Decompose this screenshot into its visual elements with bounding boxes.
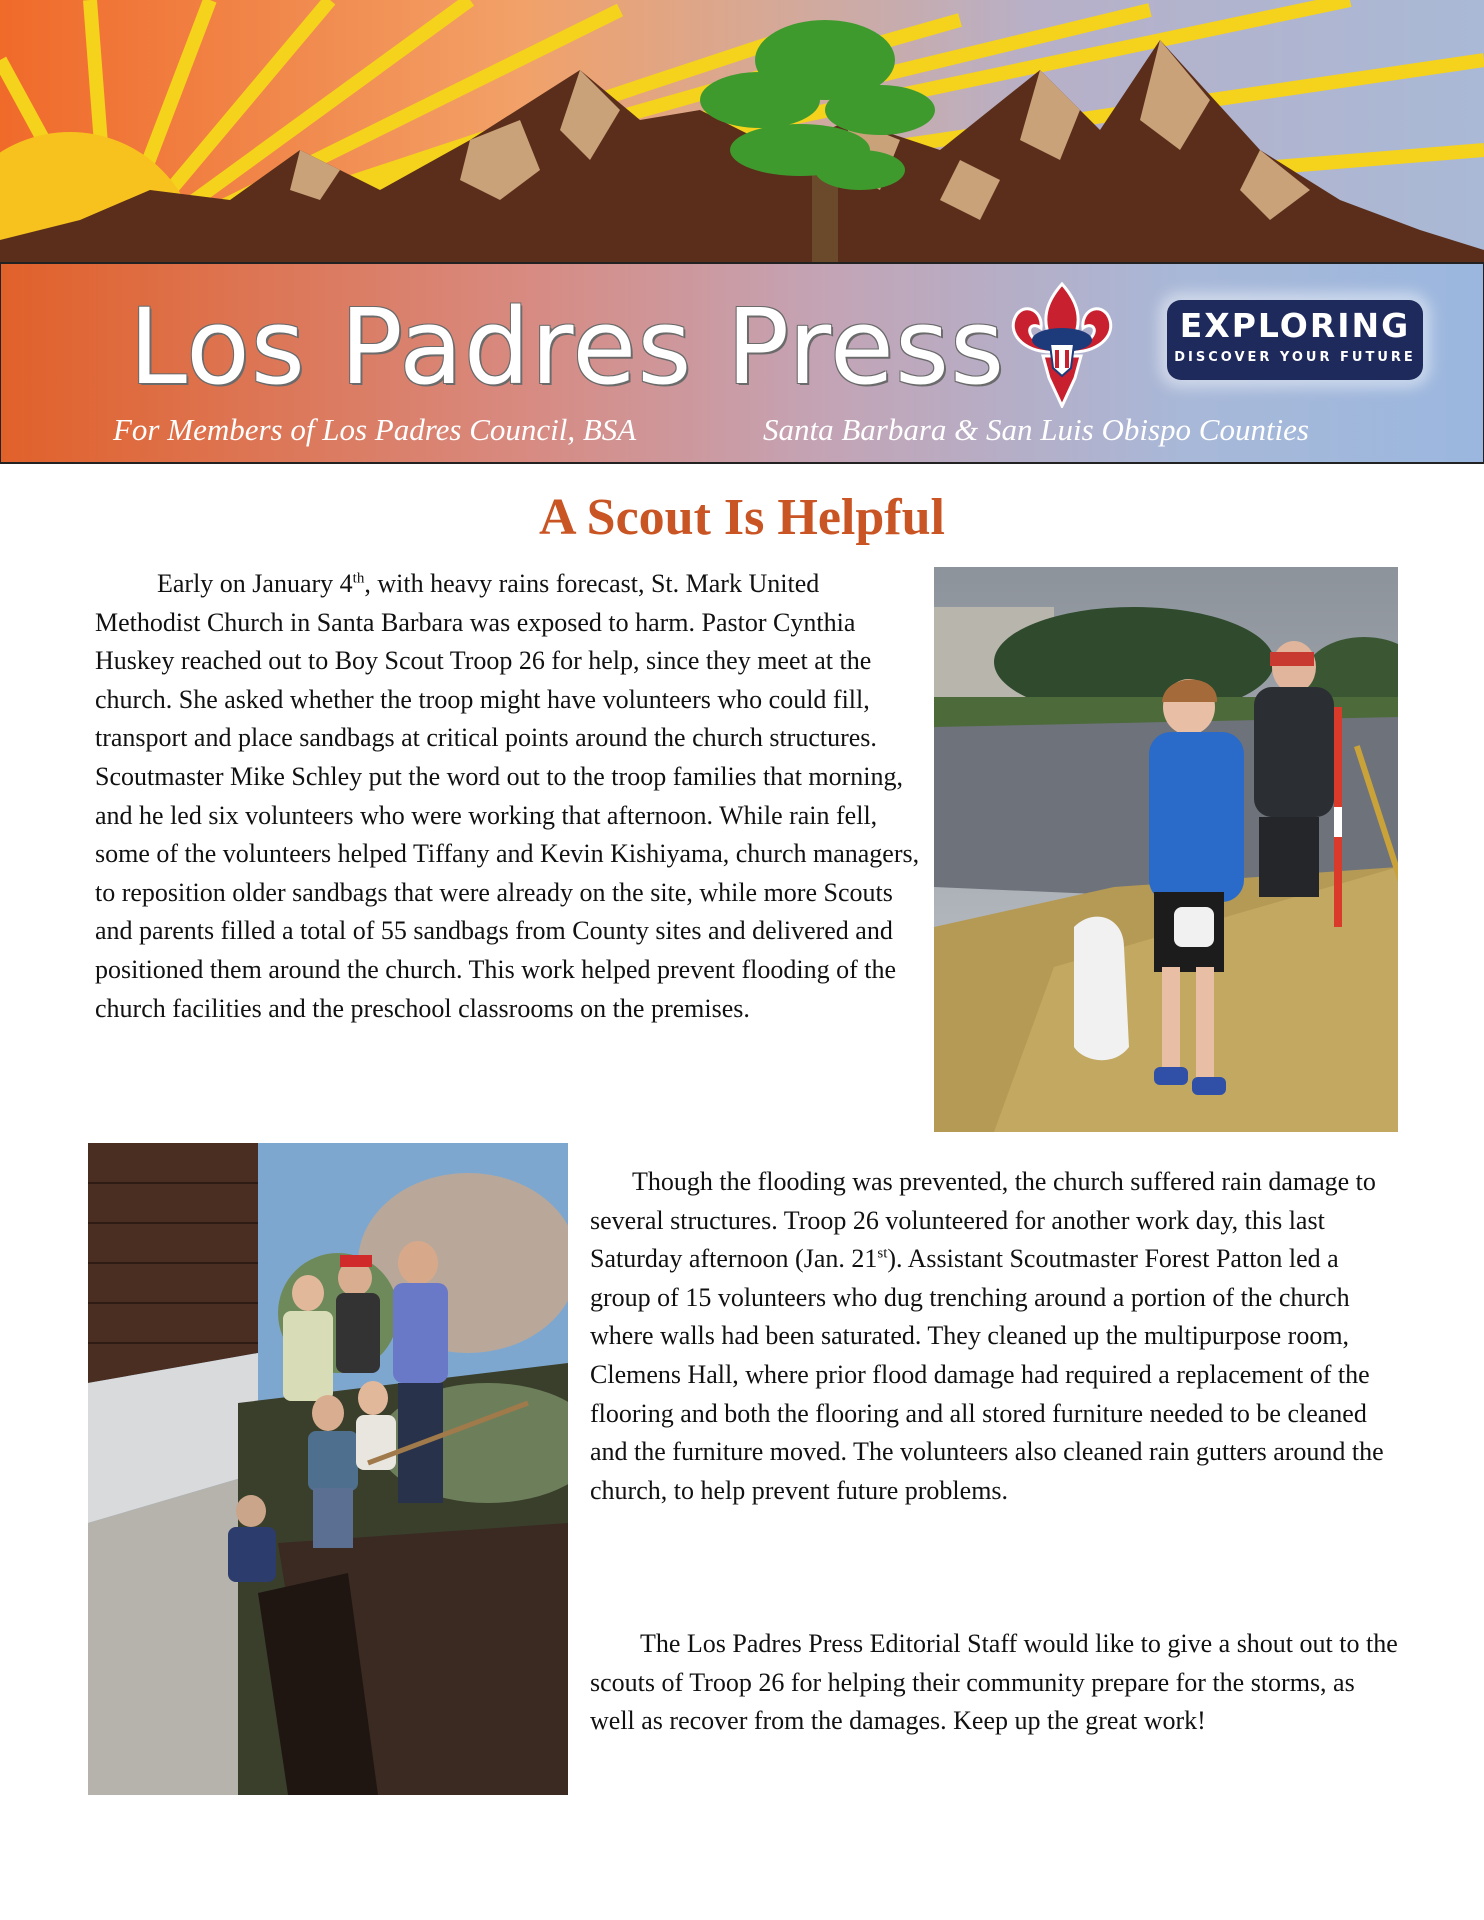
p2-superscript: st (877, 1245, 888, 1262)
header-banner-illustration (0, 0, 1484, 262)
article-title: A Scout Is Helpful (539, 489, 945, 546)
photo-scouts-filling-sandbags (934, 567, 1398, 1132)
photo-scouts-digging-trench (88, 1143, 568, 1795)
exploring-logo-word: EXPLORING (1179, 306, 1411, 345)
p1-text-a: Early on January 4 (157, 569, 353, 598)
p1-superscript: th (352, 570, 365, 587)
exploring-logo-tagline: DISCOVER YOUR FUTURE (1174, 350, 1416, 365)
p2-text-a: Though the flooding was prevented, the church suffered rain damage to several structures. Troop 26 volunteered for another work day, this last Saturday afternoon (Jan. 21 (590, 1167, 1376, 1274)
article-paragraph-3: The Los Padres Press Editorial Staff would like to give a shout out to the scouts of Troop 26 for helping their community prepare for the storms, as well as recover from the damages. Keep up the great work! (590, 1629, 1398, 1736)
article-paragraph-1 (95, 565, 925, 1028)
p2-text-b: ). Assistant Scoutmaster Forest Patton led a group of 15 volunteers who dug trenching around a portion of the church where walls had been saturated. They cleaned up the multipurpose room, Clemens Hall, where prior flood damage had required a replacement of the flooring and both the flooring and all stored furniture needed to be cleaned and the furniture moved. The volunteers also cleaned rain gutters around the church, to help prevent future problems. (590, 1244, 1384, 1505)
p1-text-b: , with heavy rains forecast, St. Mark United Methodist Church in Santa Barbara was exposed to harm. Pastor Cynthia Huskey reached out to Boy Scout Troop 26 for help, since they meet at the church. She asked whether the troop might have volunteers who could fill, transport and place sandbags at critical points around the church structures. Scoutmaster Mike Schley put the word out to the troop families that morning, and he led six volunteers who were working that afternoon. While rain fell, some of the volunteers helped Tiffany and Kevin Kishiyama, church managers, to reposition older sandbags that were already on the site, while more Scouts and parents filled a total of 55 sandbags from County sites and delivered and positioned them around the church. This work helped prevent flooding of the church facilities and the preschool classrooms on the premises. (95, 569, 920, 1023)
newsletter-title: Los Padres Press (129, 286, 1006, 408)
exploring-logo (1167, 300, 1423, 380)
masthead (0, 262, 1484, 464)
article-paragraph-2 (590, 1163, 1405, 1510)
tagline-council: For Members of Los Padres Council, BSA (113, 412, 637, 447)
tagline-counties: Santa Barbara & San Luis Obispo Counties (763, 412, 1309, 447)
bsa-fleur-de-lis-icon (1003, 282, 1121, 408)
